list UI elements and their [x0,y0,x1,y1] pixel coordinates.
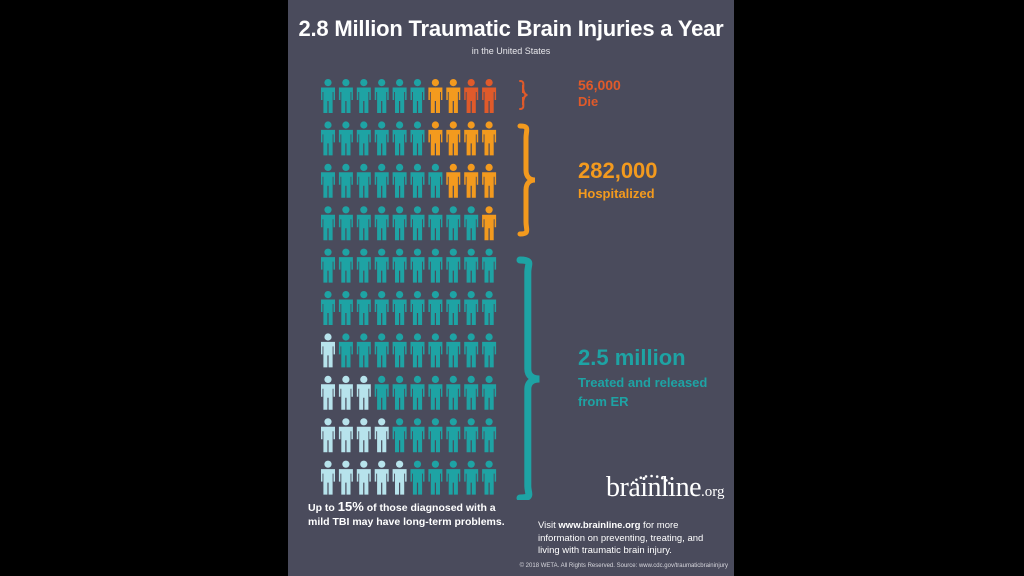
hospitalized-value: 282,000 [578,158,658,183]
visit-suffix: for more information on preventing, treating, and living with traumatic brain injury. [538,520,704,556]
die-value: 56,000 [578,77,621,93]
segment-braces [288,0,734,500]
footer-credit: © 2018 WETA. All Rights Reserved. Source: www.cdc.gov/traumaticbraininjury [519,563,728,569]
note-prefix: Up to [308,502,338,514]
note-percent: 15% [337,499,364,514]
brainline-logo[interactable] [606,472,725,504]
die-label: Die [578,94,599,109]
logo-suffix-text: .org [701,484,725,500]
hospitalized-label: Hospitalized [578,186,655,201]
logo-main-text: brainline [606,472,702,503]
long-term-note [308,500,508,529]
er-label: Treated and released from ER [578,375,708,409]
visit-text [538,520,723,558]
chart-title: 2.8 Million Traumatic Brain Injuries a Year [298,16,724,41]
er-value: 2.5 million [578,345,686,370]
note-suffix: of those diagnosed with a mild TBI may have long-term problems. [308,502,505,528]
er-brace [520,260,540,498]
visit-link[interactable]: www.brainline.org [558,520,641,531]
die-brace [520,81,528,109]
infographic-panel [288,0,734,576]
visit-prefix: Visit [538,520,559,531]
chart-subtitle: in the United States [471,46,551,56]
hospitalized-brace [520,126,535,234]
